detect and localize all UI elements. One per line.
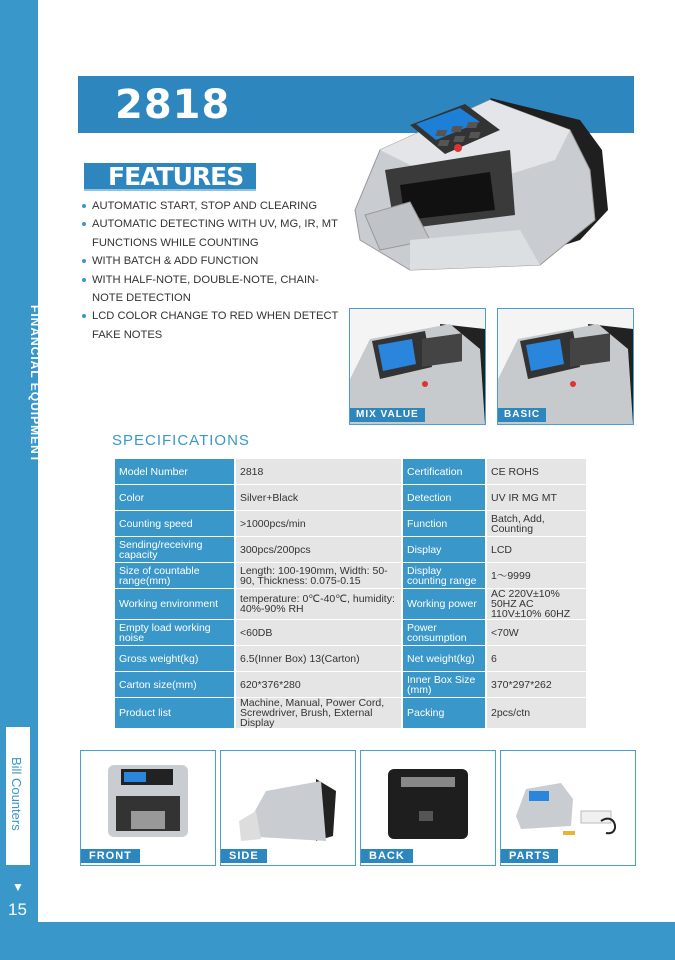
- down-arrow-icon: ▼: [12, 880, 24, 894]
- spec-label: Display counting range: [403, 563, 485, 588]
- parts-photo: [500, 750, 636, 866]
- spec-value: CE ROHS: [487, 459, 586, 484]
- spec-label: Packing: [403, 698, 485, 728]
- bullet-icon: [82, 259, 86, 263]
- spec-value: temperature: 0℃-40℃, humidity: 40%-90% RH: [236, 589, 401, 619]
- specifications-title: SPECIFICATIONS: [112, 432, 250, 449]
- spec-value: AC 220V±10% 50HZ AC 110V±10% 60HZ: [487, 589, 586, 619]
- section-label: Bill Counters: [9, 757, 24, 831]
- mode-label: MIX VALUE: [350, 408, 425, 422]
- spec-value: 370*297*262: [487, 672, 586, 697]
- spec-row: [115, 485, 586, 510]
- section-tab: [6, 727, 30, 865]
- spec-value: 6: [487, 646, 586, 671]
- spec-value: Machine, Manual, Power Cord, Screwdriver, Brush, External Display: [236, 698, 401, 728]
- spec-value: LCD: [487, 537, 586, 562]
- view-label: PARTS: [501, 849, 558, 863]
- spec-label: Gross weight(kg): [115, 646, 234, 671]
- spec-row: [115, 672, 586, 697]
- spec-value: 6.5(Inner Box) 13(Carton): [236, 646, 401, 671]
- spec-label: Function: [403, 511, 485, 536]
- view-label: BACK: [361, 849, 413, 863]
- spec-label: Size of countable range(mm): [115, 563, 234, 588]
- page-number: 15: [8, 900, 27, 919]
- spec-value: 2pcs/ctn: [487, 698, 586, 728]
- spec-label: Empty load working noise: [115, 620, 234, 645]
- features-list: [82, 197, 342, 344]
- mode-label: BASIC: [498, 408, 546, 422]
- spec-label: Carton size(mm): [115, 672, 234, 697]
- view-label: SIDE: [221, 849, 267, 863]
- bullet-icon: [82, 278, 86, 282]
- spec-row: [115, 698, 586, 728]
- spec-row: [115, 646, 586, 671]
- feature-item: LCD COLOR CHANGE TO RED WHEN DETECT FAKE NOTES: [82, 307, 342, 344]
- spec-label: Working power: [403, 589, 485, 619]
- feature-item: AUTOMATIC START, STOP AND CLEARING: [82, 197, 342, 215]
- spec-value: 1～9999: [487, 563, 586, 588]
- spec-label: Inner Box Size (mm): [403, 672, 485, 697]
- spec-value: Length: 100-190mm, Width: 50-90, Thickness: 0.075-0.15: [236, 563, 401, 588]
- spec-row: [115, 511, 586, 536]
- bullet-icon: [82, 314, 86, 318]
- spec-label: Working environment: [115, 589, 234, 619]
- front-view-photo: [80, 750, 216, 866]
- spec-value: <70W: [487, 620, 586, 645]
- spec-value: <60DB: [236, 620, 401, 645]
- spec-row: [115, 620, 586, 645]
- spec-label: Net weight(kg): [403, 646, 485, 671]
- specifications-table: [113, 458, 588, 729]
- feature-item: WITH BATCH & ADD FUNCTION: [82, 252, 342, 270]
- spec-value: Silver+Black: [236, 485, 401, 510]
- mix-value-thumbnail: [349, 308, 486, 425]
- back-view-photo: [360, 750, 496, 866]
- spec-label: Sending/receiving capacity: [115, 537, 234, 562]
- spec-label: Display: [403, 537, 485, 562]
- spec-label: Detection: [403, 485, 485, 510]
- spec-value: Batch, Add, Counting: [487, 511, 586, 536]
- feature-item: AUTOMATIC DETECTING WITH UV, MG, IR, MT FUNCTIONS WHILE COUNTING: [82, 215, 342, 252]
- spec-label: Certification: [403, 459, 485, 484]
- bullet-icon: [82, 222, 86, 226]
- features-heading-box: [84, 163, 256, 191]
- spec-label: Counting speed: [115, 511, 234, 536]
- side-view-photo: [220, 750, 356, 866]
- spec-value: UV IR MG MT: [487, 485, 586, 510]
- spec-label: Power consumption: [403, 620, 485, 645]
- feature-item: WITH HALF-NOTE, DOUBLE-NOTE, CHAIN-NOTE DETECTION: [82, 271, 342, 308]
- spec-row: [115, 563, 586, 588]
- model-title: 2818: [115, 82, 231, 128]
- footer-bar: [38, 922, 675, 960]
- spec-value: >1000pcs/min: [236, 511, 401, 536]
- spec-value: 2818: [236, 459, 401, 484]
- basic-thumbnail: [497, 308, 634, 425]
- bill-counter-image: [340, 90, 610, 280]
- spec-row: [115, 589, 586, 619]
- category-label: FINANCIAL EQUIPMENT: [28, 305, 42, 464]
- spec-row: [115, 537, 586, 562]
- features-heading: FEATURES: [108, 162, 244, 191]
- spec-label: Product list: [115, 698, 234, 728]
- view-label: FRONT: [81, 849, 140, 863]
- bullet-icon: [82, 204, 86, 208]
- spec-label: Color: [115, 485, 234, 510]
- spec-label: Model Number: [115, 459, 234, 484]
- spec-row: [115, 459, 586, 484]
- spec-value: 620*376*280: [236, 672, 401, 697]
- spec-value: 300pcs/200pcs: [236, 537, 401, 562]
